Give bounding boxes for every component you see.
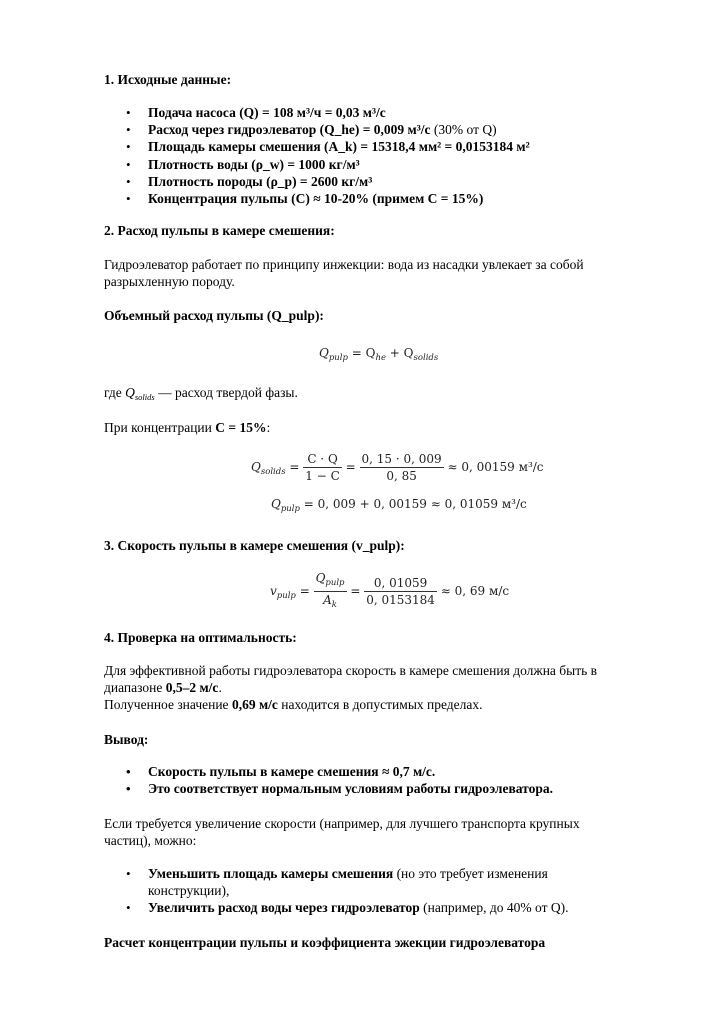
where-line: где $Q_{solids}$ — расход твердой фазы. — [104, 385, 298, 402]
input-data-list — [104, 104, 530, 207]
section2-paragraph-line1: Гидроэлеватор работает по принципу инжекции: вода из насадки увлекает за собой — [104, 257, 584, 272]
concentration-line: При концентрации C = 15%: — [104, 420, 271, 435]
final-heading: Расчет концентрации пульпы и коэффициента эжекции гидроэлеватора — [104, 935, 546, 950]
list-item: • Уменьшить площадь камеры смешения (но это требует изменения — [104, 865, 569, 882]
list-item: • Плотность породы (ρ_p) = 2600 кг/м³ — [104, 173, 530, 190]
conclusion-paragraph-line2: частиц), можно: — [104, 833, 197, 848]
list-item: • Это соответствует нормальным условиям работы гидроэлеватора. — [104, 780, 553, 797]
list-item: • Плотность воды (ρ_w) = 1000 кг/м³ — [104, 156, 530, 173]
pulp-flow-subheading: Объемный расход пульпы (Q_pulp): — [104, 308, 324, 323]
section4-line2: диапазоне 0,5–2 м/с. — [104, 680, 222, 695]
formula-v-pulp: $v_{pulp}$ = $\frac{Q_{pulp}}{A_k}$ = $\frac{0, 01059}{0, 0153184}$ ≈ 0, 69 м/с — [270, 570, 509, 613]
fraction: $\frac{0, 01059}{0, 0153184}$ — [366, 576, 435, 607]
list-item: • Концентрация пульпы (C) ≈ 10-20% (примем C = 15%) — [104, 190, 530, 207]
conclusion-heading: Вывод: — [104, 732, 149, 747]
section2-paragraph-line2: разрыхленную породу. — [104, 274, 235, 289]
conclusion-list — [104, 763, 553, 797]
section2-heading: 2. Расход пульпы в камере смешения: — [104, 223, 335, 238]
formula-q-solids: $Q_{solids}$ = $\frac{C \cdot Q}{1 - C}$ = $\frac{0, 15 \cdot 0, 009}{0, 85}$ ≈ 0, 00159 м³/с — [251, 452, 544, 483]
section1-heading: 1. Исходные данные: — [104, 72, 232, 87]
list-item-continuation: конструкции), — [148, 883, 230, 899]
formula-q-pulp: $Q_{pulp} = Q_{he} + Q_{solids}$ — [319, 346, 439, 363]
fraction: $\frac{Q_{pulp}}{A_k}$ — [315, 571, 345, 610]
list-item: • Скорость пульпы в камере смешения ≈ 0,7 м/с. — [104, 763, 553, 780]
fraction: $\frac{C \cdot Q}{1 - C}$ — [305, 452, 340, 483]
section3-heading: 3. Скорость пульпы в камере смешения (v_pulp): — [104, 538, 405, 553]
section4-heading: 4. Проверка на оптимальность: — [104, 630, 297, 645]
list-item: • Увеличить расход воды через гидроэлеватор (например, до 40% от Q). — [104, 899, 569, 916]
conclusion-paragraph-line1: Если требуется увеличение скорости (например, для лучшего транспорта крупных — [104, 816, 580, 831]
options-list — [104, 865, 569, 917]
section4-line1: Для эффективной работы гидроэлеватора скорость в камере смешения должна быть в — [104, 663, 598, 678]
formula-q-pulp-value: $Q_{pulp} = 0$, 009 + 0, 00159 ≈ 0, 01059 м³/с — [271, 497, 527, 514]
section4-line3: Полученное значение 0,69 м/с находится в допустимых пределах. — [104, 697, 483, 712]
list-item: • Подача насоса (Q) = 108 м³/ч = 0,03 м³/с — [104, 104, 530, 121]
fraction: $\frac{0, 15 \cdot 0, 009}{0, 85}$ — [361, 452, 442, 483]
list-item: • Расход через гидроэлеватор (Q_he) = 0,009 м³/с (30% от Q) — [104, 121, 530, 138]
list-item: • Площадь камеры смешения (A_k) = 15318,4 мм² = 0,0153184 м² — [104, 138, 530, 155]
